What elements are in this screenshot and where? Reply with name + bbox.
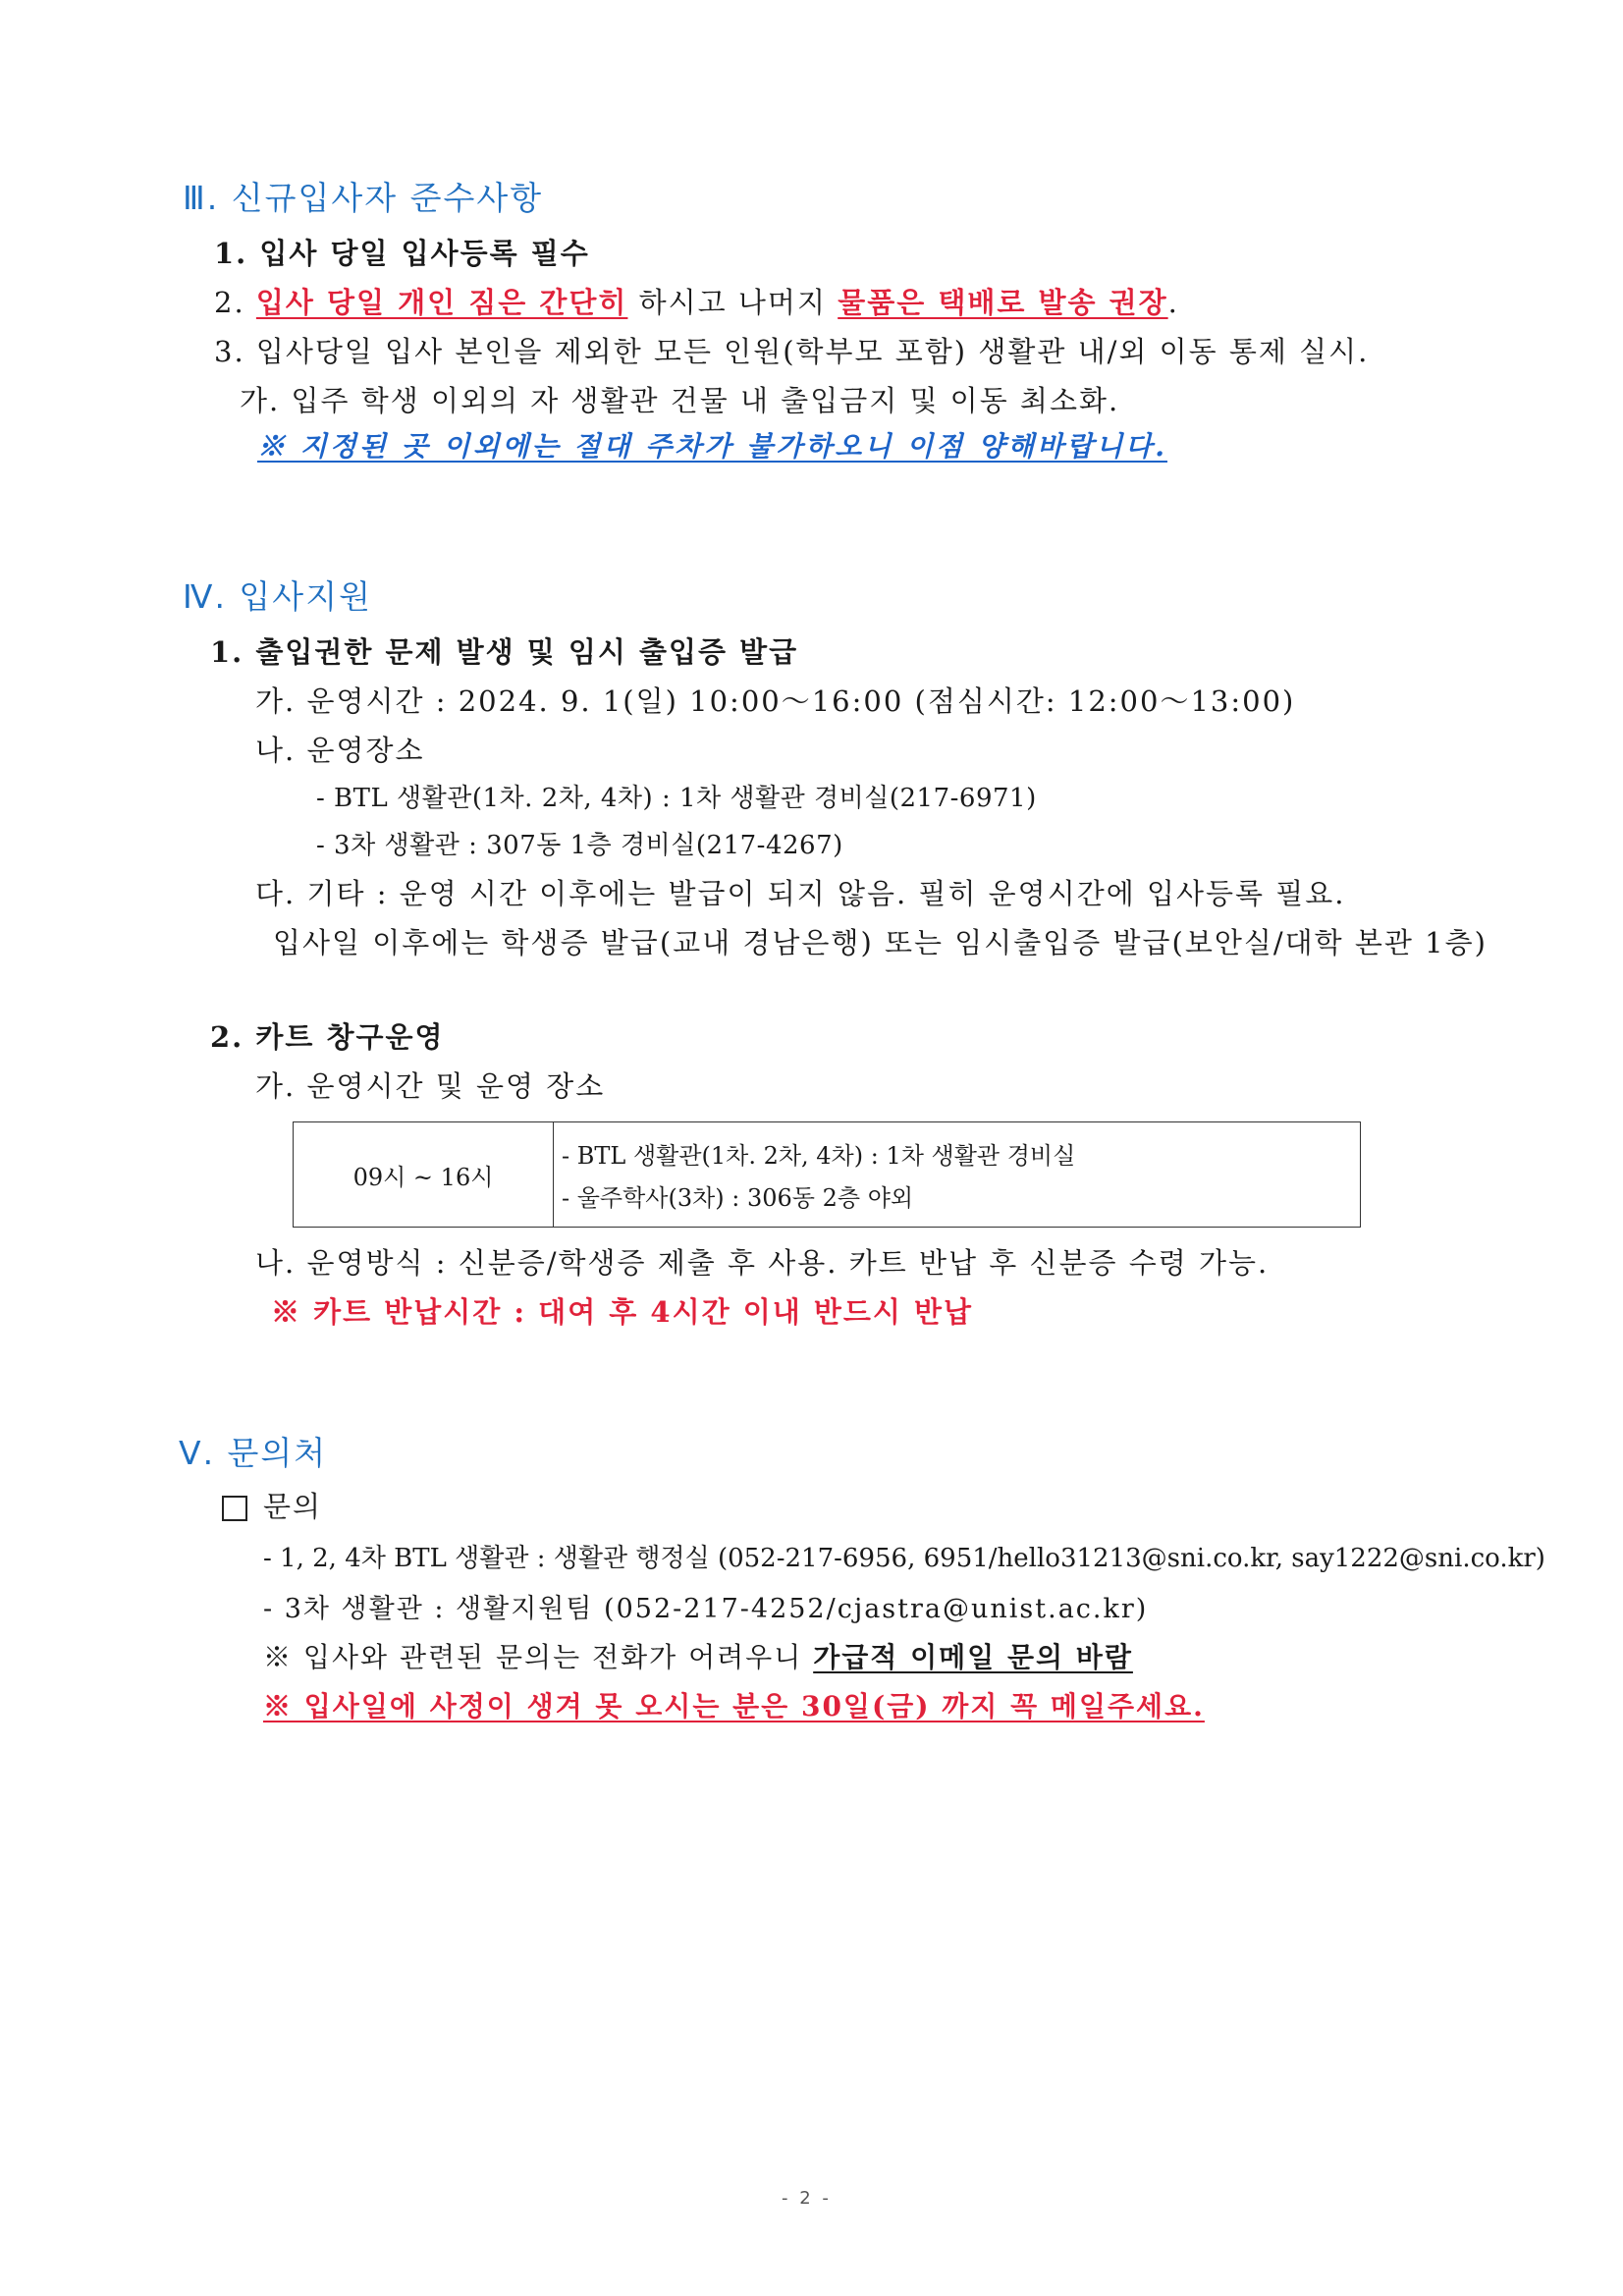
s3-item-2-end: . [1167,286,1179,319]
s5-contact-line-1: - 1, 2, 4차 BTL 생활관 : 생활관 행정실 (052-217-6956, 6951/hello31213@sni.co.kr, say1222@sni.co.kr) [263,1544,1545,1573]
s3-item-3-a: 가. 입주 학생 이외의 자 생활관 건물 내 출입금지 및 이동 최소화. [240,384,1120,417]
section-iv-title: Ⅳ. 입사지원 [183,577,372,616]
s4-sub-2-b: 나. 운영방식 : 신분증/학생증 제출 후 사용. 카트 반납 후 신분증 수령 가능. [255,1246,1270,1280]
s3-item-3: 3. 입사당일 입사 본인을 제외한 모든 인원(학부모 포함) 생활관 내/외 이동 통제 실시. [214,335,1370,368]
s3-item-2-middle: 하시고 나머지 [627,286,839,319]
checkbox-icon [222,1496,247,1521]
s5-note-2: ※ 입사일에 사정이 생겨 못 오시는 분은 30일(금) 까지 꼭 메일주세요. [263,1690,1205,1722]
s3-item-2-highlight-1: 입사 당일 개인 짐은 간단히 [255,286,628,319]
kart-location-2: - 울주학사(3차) : 306동 2층 야외 [554,1175,1361,1228]
s4-sub-1-b-1: - BTL 생활관(1차. 2차, 4차) : 1차 생활관 경비실(217-6971) [316,784,1037,813]
s5-note-1 [263,1636,1133,1675]
s4-sub-1-b: 나. 운영장소 [255,734,425,767]
s5-checkbox-row [222,1485,322,1525]
s4-sub-2: 2. 카트 창구운영 [210,1020,445,1054]
s3-parking-note: ※ 지정된 곳 이외에는 절대 주차가 불가하오니 이점 양해바랍니다. [257,430,1167,463]
s4-sub-1-c-2: 입사일 이후에는 학생증 발급(교내 경남은행) 또는 임시출입증 발급(보안실/대학 본관 1층) [273,926,1488,959]
s4-sub-2-a: 가. 운영시간 및 운영 장소 [255,1069,606,1103]
s5-contact-line-2: - 3차 생활관 : 생활지원팀 (052-217-4252/cjastra@unist.ac.kr) [263,1594,1149,1624]
s4-kart-return-note: ※ 카트 반납시간 : 대여 후 4시간 이내 반드시 반납 [271,1295,974,1329]
s4-sub-1-a: 가. 운영시간 : 2024. 9. 1(일) 10:00～16:00 (점심시간: 12:00～13:00) [255,684,1296,718]
s3-item-2 [214,281,1179,321]
s4-sub-1-b-2: - 3차 생활관 : 307동 1층 경비실(217-4267) [316,831,843,860]
section-iii-title: Ⅲ. 신규입사자 준수사항 [183,179,544,217]
s5-checkbox-label: 문의 [263,1490,323,1523]
s5-note-1-emphasis: 가급적 이메일 문의 바람 [813,1641,1133,1673]
s4-sub-1-c: 다. 기타 : 운영 시간 이후에는 발급이 되지 않음. 필히 운영시간에 입사등록 필요. [255,877,1346,910]
kart-schedule-table [293,1121,1361,1228]
s3-item-2-number: 2. [214,286,245,319]
kart-location-1: - BTL 생활관(1차. 2차, 4차) : 1차 생활관 경비실 [554,1122,1361,1175]
s3-item-1: 1. 입사 당일 입사등록 필수 [214,237,590,270]
s3-item-2-highlight-2: 물품은 택배로 발송 권장 [838,286,1168,319]
section-v-title: Ⅴ. 문의처 [179,1434,328,1472]
kart-time-cell: 09시 ~ 16시 [294,1122,554,1228]
page-number: - 2 - [782,2188,832,2209]
s5-note-1-text: ※ 입사와 관련된 문의는 전화가 어려우니 [263,1641,814,1673]
s4-sub-1: 1. 출입권한 문제 발생 및 임시 출입증 발급 [210,635,799,669]
